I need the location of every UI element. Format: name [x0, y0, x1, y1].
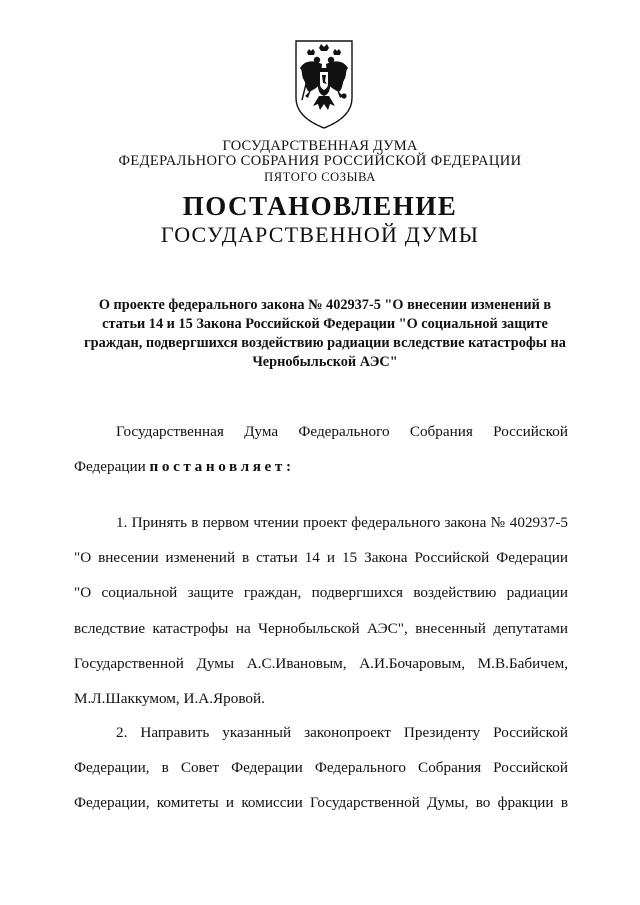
- coat-of-arms-icon: [293, 38, 355, 130]
- header-line-1: ГОСУДАРСТВЕННАЯ ДУМА: [222, 138, 418, 154]
- item-2-line: 2. Направить указанный законопроект Президенту Российской: [116, 724, 568, 741]
- item-1-line: "О социальной защите граждан, подвергшихся воздействию радиации: [74, 584, 568, 602]
- item-1-line: Государственной Думы А.С.Ивановым, А.И.Бочаровым, М.В.Бабичем,: [74, 654, 568, 672]
- item-1-line: М.Л.Шаккумом, И.А.Яровой.: [74, 689, 265, 707]
- item-2-line: Федерации, комитеты и комиссии Государственной Думы, во фракции в: [74, 794, 568, 812]
- item-2: [74, 715, 568, 821]
- header-line-2: ФЕДЕРАЛЬНОГО СОБРАНИЯ РОССИЙСКОЙ ФЕДЕРАЦИИ: [118, 153, 522, 169]
- item-2-line: Федерации, в Совет Федерации Федерального Собрания Российской: [74, 759, 568, 777]
- document-subject: О проекте федерального закона № 402937-5 "О внесении изменений в статьи 14 и 15 Закона Российской Федерации "О социальной защите граждан, подвергшихся воздействию радиации вследствие катастрофы на Чернобыльской АЭС": [84, 297, 566, 370]
- item-1-line: вследствие катастрофы на Чернобыльской АЭС", внесенный депутатами: [74, 619, 568, 637]
- item-1-line: "О внесении изменений в статьи 14 и 15 Закона Российской Федерации: [74, 549, 568, 567]
- document-subtitle: ГОСУДАРСТВЕННОЙ ДУМЫ: [160, 222, 480, 247]
- preamble-resolves: постановляет:: [149, 458, 295, 476]
- preamble-line: [74, 449, 568, 484]
- header-line-3: ПЯТОГО СОЗЫВА: [264, 170, 376, 184]
- preamble-word: Федерации: [74, 458, 146, 476]
- item-1: [74, 505, 568, 716]
- item-1-line: 1. Принять в первом чтении проект федерального закона № 402937-5: [116, 514, 568, 531]
- document-title: ПОСТАНОВЛЕНИЕ: [182, 191, 458, 221]
- preamble-line: Государственная Дума Федерального Собрания Российской: [116, 423, 568, 440]
- preamble: [74, 414, 568, 484]
